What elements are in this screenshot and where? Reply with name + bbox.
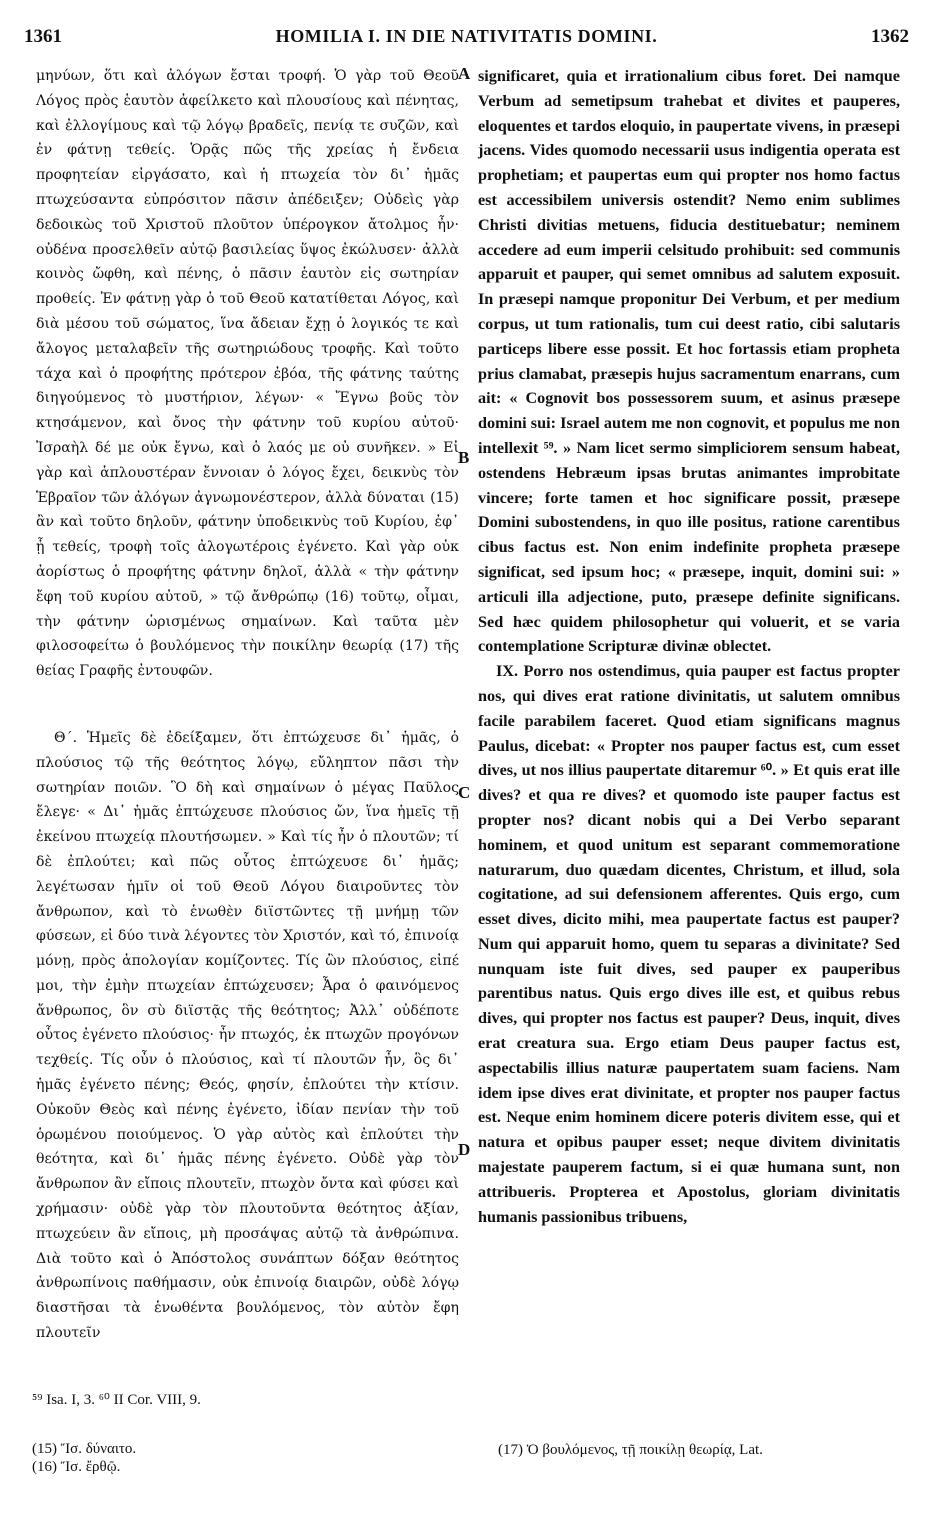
margin-marker-c: C: [458, 783, 471, 802]
page-header: [24, 26, 909, 54]
greek-paragraph-section-9: Θ΄. Ἡμεῖς δὲ ἐδείξαμεν, ὅτι ἐπτώχευσε δι᾽ ἡμᾶς, ὁ πλούσιος τῷ τῆς θεότητος λόγῳ, εὔληπτον πᾶσι τὴν σωτηρίαν ποιῶν. Ὃ δὴ καὶ σημαίνων ὁ μέγας Παῦλος ἔλεγε· « Δι᾽ ἡμᾶς ἐπτώχευσε πλούσιος ὤν, ἵνα ἡμεῖς τῇ ἐκείνου πτωχείᾳ πλουτήσωμεν. » Καὶ τίς ἦν ὁ πλουτῶν; τί δὲ ἐπλούτει; καὶ πῶς οὗτος ἐπτώχευσε δι᾽ ἡμᾶς; λεγέτωσαν ἡμῖν οἱ τοῦ Θεοῦ Λόγου διαιροῦντες τὸν ἄνθρωπον, καὶ τὸ ἑνωθὲν διϊστῶντες τῇ μνήμῃ τῶν φύσεων, εἰ δύο τινὰ λέγοντες τὸν Χριστόν, καὶ τό, ἐπινοίᾳ μόνῃ, πρὸς ἀπολογίαν κομίζοντες. Τίς ὢν πλούσιος, εἰπέ μοι, τὴν ἐμὴν πτωχείαν ἐπτώχευσεν; Ἆρα ὁ φαινόμενος ἄνθρωπος, ὃν σὺ διϊστᾷς τῆς θεότητος; Ἀλλ᾽ οὐδέποτε οὗτος ἐγένετο πλούσιος· ἦν πτωχός, ἐκ πτωχῶν προγόνων τεχθείς. Τίς οὖν ὁ πλούσιος, καὶ τί πλουτῶν ἦν, ὃς δι᾽ ἡμᾶς ἐγένετο πένης; Θεός, φησίν, ἐπλούτει τὴν κτίσιν. Οὐκοῦν Θεὸς καὶ πένης ἐγένετο, ἰδίαν πενίαν τὴν τοῦ ὁρωμένου ποιούμενος. Ὁ γὰρ αὐτὸς καὶ ἐπλούτει τὴν θεότητα, καὶ δι᾽ ἡμᾶς πένης ἐγένετο. Οὐδὲ γὰρ τὸν ἄνθρωπον ἂν εἴποις πλουτεῖν, πτωχὸν ὄντα καὶ φύσει καὶ χρήμασιν· οὐδὲ γὰρ τὸν πλουτοῦντα θεότητος ἀξίαν, πτωχεύειν ἂν εἴποις, μὴ προσάψας αὐτῷ τὰ ἀνθρώπινα. Διὰ τοῦτο καὶ ὁ Ἀπόστολος συνάπτων δόξαν θεότητος ἀνθρωπίνοις παθήμασιν, οὐκ ἐπινοίᾳ διαιρῶν, οὐδὲ λόγῳ διαστῆσαι τὰ ἑνωθέντα βουλόμενος, τὸν αὐτὸν ἔφη πλουτεῖν: [36, 729, 459, 1342]
latin-paragraph: significaret, quia et irrationalium cibus foret. Dei namque Verbum ad semetipsum trahebat et divites et pauperes, eloquentes et tardos eloquio, in paupertate vivens, in præsepi jacens. Vides quomodo necessarii usus indigentia operata est prophetiam; et paupertas eum qui propter nos homo factus est accessibilem universis ostendit? Nemo enim sublimes Christi divitias metuens, fiducia destituebatur; neminem accedere ad eum imperii celsitudo prohibuit: sed communis apparuit et pauper, qui semet omnibus ad salutem exposuit. In præsepi namque proponitur Dei Verbum, et per medium corpus, ut tum rationalis, tum cui deest ratio, cibi salutaris particeps libere esse possit. Et hoc fortassis etiam propheta prius clamabat, præsepis hujus sacramentum enarrans, cum ait: « Cognovit bos possessorem suum, et asinus præsepe domini sui: Israel autem me non cognovit, et populus me non intellexit ⁵⁹. » Nam licet sermo simpliciorem sensum habeat, ostendens Hebræum ipsas brutas animantes improbitate vincere; forte tamen et hoc significare possit, præsepe Domini subostendens, in quo ille positus, ratione carentibus cibus factus est. Non enim indefinite propheta præsepe significat, sed ipsum hoc; « præsepe, inquit, domini sui: » articuli illa adjectione, puto, præsepe definite significans. Sed hæc quidem philosophetur qui voluerit, et se varia contemplatione Scripturæ divinæ oblectet.: [478, 67, 900, 656]
variant-note-17: (17) Ὁ βουλόμενος, τῇ ποικίλῃ θεωρίᾳ, Lat.: [498, 1442, 763, 1458]
running-title: HOMILIA I. IN DIE NATIVITATIS DOMINI.: [275, 26, 658, 46]
page-number-right: 1362: [871, 26, 909, 47]
footnote-citations: ⁵⁹ Isa. I, 3. ⁶⁰ II Cor. VIII, 9.: [32, 1392, 201, 1408]
margin-marker-d: D: [458, 1140, 471, 1159]
variant-note-15: (15) Ἴσ. δύναιτο.: [32, 1441, 137, 1457]
variant-note-16: (16) Ἴσ. ἔρθῷ.: [32, 1459, 121, 1475]
greek-paragraph: μηνύων, ὅτι καὶ ἀλόγων ἔσται τροφή. Ὁ γὰρ τοῦ Θεοῦ Λόγος πρὸς ἑαυτὸν ἀφείλκετο καὶ πλουσίους καὶ πένητας, καὶ ἐλλογίμους καὶ τῷ λόγῳ βραδεῖς, πενίᾳ τε συζῶν, καὶ ἐν φάτνῃ τεθείς. Ὁρᾷς πῶς τῆς χρείας ἡ ἔνδεια προφητείαν εἰργάσατο, καὶ ἡ πτωχεία τὸν δι᾽ ἡμᾶς πτωχεύσαντα εὐπρόσιτον πᾶσιν ἀπέδειξεν; Οὐδεὶς γὰρ δεδοικὼς τοῦ Χριστοῦ πλοῦτον ὑπέρογκον ἄτολμος ἦν· οὐδένα προσελθεῖν αὐτῷ βασιλείας ὕψος ἐκώλυσεν· ἀλλὰ κοινὸς ὤφθη, καὶ πένης, ὁ πᾶσιν ἑαυτὸν εἰς σωτηρίαν προθείς. Ἐν φάτνῃ γὰρ ὁ τοῦ Θεοῦ κατατίθεται Λόγος, καὶ διὰ μέσου τοῦ σώματος, ἵνα ἄδειαν ἔχῃ ὁ λογικός τε καὶ ἄλογος μεταλαβεῖν τῆς σωτηριώδους τροφῆς. Καὶ τοῦτο τάχα καὶ ὁ προφήτης πρότερον ἐβόα, τῆς φάτνης ταύτης διηγούμενος τὸ μυστήριον, λέγων· « Ἔγνω βοῦς τὸν κτησάμενον, καὶ ὄνος τὴν φάτνην τοῦ κυρίου αὐτοῦ· Ἰσραὴλ δέ με οὐκ ἔγνω, καὶ ὁ λαός με οὐ συνῆκεν. » Εἰ γὰρ καὶ ἁπλουστέραν ἔννοιαν ὁ λόγος ἔχει, δεικνὺς τὸν Ἑβραῖον τῶν ἀλόγων ἀγνωμονέστερον, ἀλλὰ δύναται (15) ἂν καὶ τοῦτο δηλοῦν, φάτνην ὑποδεικνὺς τοῦ Κυρίου, ἐφ᾽ ᾗ τεθείς, τροφὴ τοῖς ἀλογωτέροις ἐγένετο. Καὶ γὰρ οὐκ ἀορίστως ὁ προφήτης φάτνην δηλοῖ, ἀλλὰ « τὴν φάτνην ἔφη τοῦ κυρίου αὐτοῦ, » τῷ ἄνθρώπῳ (16) τοῦτῳ, οἶμαι, τὴν φάτνην ὡρισμένως σημαίνων. Καὶ ταῦτα μὲν φιλοσοφείτω ὁ βουλόμενος τὴν ποικίλην θεωρίᾳ (17) τῆς θείας Γραφῆς ἐντουφῶν.: [36, 68, 459, 680]
variant-notes-left: [32, 1440, 136, 1476]
margin-marker-b: B: [458, 448, 470, 467]
latin-column: [478, 64, 900, 1229]
greek-column: [36, 64, 459, 1346]
margin-marker-a: A: [458, 64, 471, 83]
page-number-left: 1361: [24, 26, 62, 47]
latin-paragraph-section-9: IX. Porro nos ostendimus, quia pauper est factus propter nos, qui dives erat ratione divinitatis, ut salutem omnibus facile parabilem faceret. Quod etiam significans magnus Paulus, dicebat: « Propter nos pauper factus est, cum esset dives, ut nos illius paupertate ditaremur ⁶⁰. » Et quis erat ille dives? et qua re dives? et quomodo iste pauper factus est propter nos? dicant nobis qui a Dei Verbo separant hominem, et quod unitum est separant commemoratione naturarum, duo quædam dicentes, Christum, et illud, sola cogitatione, ad sui defensionem afferentes. Quis ergo, cum esset dives, dicito mihi, mea paupertate factus est pauper? Num qui apparuit homo, quem tu separas a divinitate? Sed nunquam iste fuit dives, sed pauper ex pauperibus parentibus natus. Quis ergo dives ille est, et quibus rebus dives, qui propter nos factus est pauper? Deus, inquit, dives erat creatura sua. Ergo etiam Deus pauper factus est, aspectabilis illius naturæ paupertatem suam faciens. Nam idem ipse dives erat divinitate, et propter nos pauper factus est. Neque enim hominem dicere poteris divitem esse, qui et natura et opibus pauper esset; neque divitem divinitatis majestate pauperem factum, si ei quæ humana sunt, non attribueris. Propterea et Apostolus, gloriam divinitatis humanis passionibus tribuens,: [478, 662, 900, 1226]
